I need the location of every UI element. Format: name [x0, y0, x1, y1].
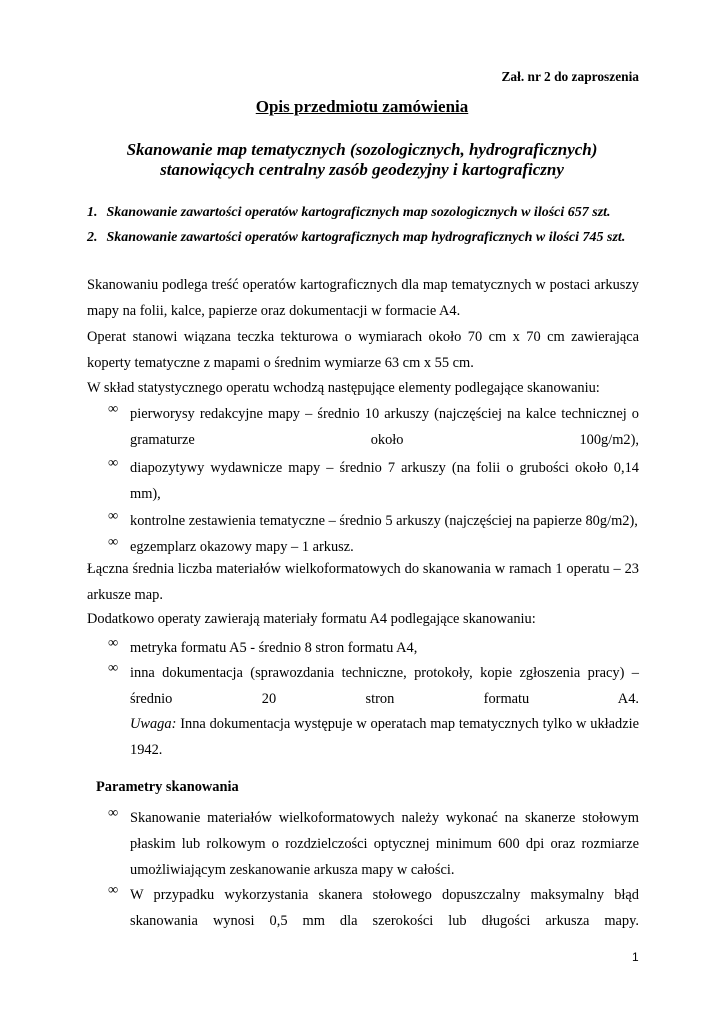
list-item: egzemplarz okazowy mapy – 1 arkusz. [130, 539, 354, 555]
list-item: metryka formatu A5 - średnio 8 stron formatu A4, [130, 640, 418, 656]
subtitle-line-1: Skanowanie map tematycznych (sozologicznych, hydrograficznych) [126, 140, 598, 159]
bullet-icon: ∞ [108, 534, 119, 550]
paragraph-3: W skład statystycznego operatu wchodzą następujące elementy podlegające skanowaniu: [87, 380, 600, 396]
bullet-icon: ∞ [108, 805, 119, 821]
item-text: Skanowanie zawartości operatów kartograficznych map sozologicznych w ilości 657 szt. [106, 205, 611, 220]
list-item: W przypadku wykorzystania skanera stołowego dopuszczalny maksymalny błąd skanowania wynosi 0,5 mm dla szerokości lub długości arkusza mapy. [130, 887, 639, 929]
bullet-icon: ∞ [108, 660, 119, 676]
bullet-icon: ∞ [108, 635, 119, 651]
list-item: kontrolne zestawienia tematyczne – średnio 5 arkuszy (najczęściej na papierze 80g/m2), [130, 513, 638, 529]
paragraph-5: Dodatkowo operaty zawierają materiały formatu A4 podlegające skanowaniu: [87, 611, 536, 627]
bullet-icon: ∞ [108, 455, 119, 471]
note-text: Inna dokumentacja występuje w operatach map tematycznych tylko w układzie 1942. [130, 716, 639, 758]
numbered-item-2 [87, 230, 625, 246]
list-item: Skanowanie materiałów wielkoformatowych należy wykonać na skanerze stołowym płaskim lub rolkowym o rozdzielczości optycznej minimum 600 dpi oraz rozmiarze umożliwiającym zeskanowanie arkusza mapy w całości. [130, 810, 639, 878]
subtitle-line-2: stanowiących centralny zasób geodezyjny i kartograficzny [160, 160, 564, 179]
attachment-label: Zał. nr 2 do zaproszenia [501, 69, 639, 84]
page-title: Opis przedmiotu zamówienia [255, 97, 469, 116]
paragraph-4: Łączna średnia liczba materiałów wielkoformatowych do skanowania w ramach 1 operatu – 23 arkusze map. [87, 561, 639, 603]
item-number: 1. [87, 205, 98, 220]
paragraph-1: Skanowaniu podlega treść operatów kartograficznych dla map tematycznych w postaci arkuszy mapy na folii, kalce, papierze oraz dokumentacji w formacie A4. [87, 277, 639, 319]
list-item: diapozytywy wydawnicze mapy – średnio 7 arkuszy (na folii o grubości około 0,14 mm), [130, 460, 639, 502]
section-heading: Parametry skanowania [96, 779, 239, 795]
list-item: inna dokumentacja (sprawozdania techniczne, protokoły, kopie zgłoszenia pracy) – średnio 20 stron formatu A4. [130, 665, 639, 707]
item-number: 2. [87, 230, 98, 245]
list-item: pierworysy redakcyjne mapy – średnio 10 arkuszy (najczęściej na kalce technicznej o gramaturze około 100g/m2), [130, 406, 639, 448]
numbered-item-1 [87, 205, 611, 221]
note [130, 711, 639, 763]
bullet-icon: ∞ [108, 508, 119, 524]
subtitle [0, 140, 724, 180]
page-number: 1 [632, 950, 639, 964]
paragraph-2: Operat stanowi wiązana teczka tekturowa o wymiarach około 70 cm x 70 cm zawierająca koperty tematyczne z mapami o średnim wymiarze 63 cm x 55 cm. [87, 329, 639, 371]
bullet-icon: ∞ [108, 882, 119, 898]
item-text: Skanowanie zawartości operatów kartograficznych map hydrograficznych w ilości 745 szt. [106, 230, 626, 245]
bullet-icon: ∞ [108, 401, 119, 417]
note-label: Uwaga: [130, 716, 177, 732]
